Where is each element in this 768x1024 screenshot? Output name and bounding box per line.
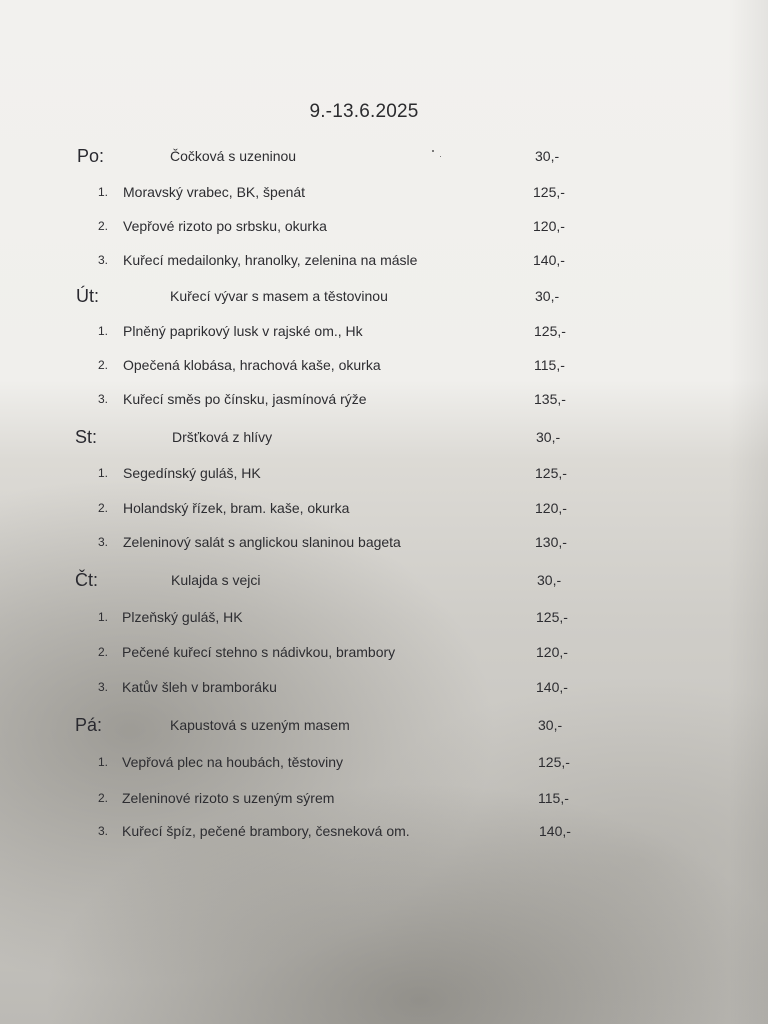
day-row-ut bbox=[0, 285, 768, 307]
meal-price: 140,- bbox=[539, 823, 571, 839]
soup-price: 30,- bbox=[535, 148, 560, 164]
meal-name: Pečené kuřecí stehno s nádivkou, brambory bbox=[122, 644, 396, 660]
meal-number: 3. bbox=[98, 392, 109, 406]
day-row-ct bbox=[0, 569, 768, 591]
soup-name: Kuřecí vývar s masem a těstovinou bbox=[170, 288, 388, 304]
meal-row bbox=[0, 787, 768, 809]
meal-price: 125,- bbox=[538, 754, 570, 770]
day-label: Čt: bbox=[75, 570, 99, 590]
meal-number: 2. bbox=[98, 219, 109, 233]
meal-price: 135,- bbox=[534, 391, 566, 407]
meal-row bbox=[0, 181, 768, 203]
meal-row bbox=[0, 606, 768, 628]
meal-name: Katův šleh v bramboráku bbox=[122, 679, 277, 695]
soup-price: 30,- bbox=[535, 288, 560, 304]
meal-number: 1. bbox=[98, 755, 109, 769]
meal-price: 125,- bbox=[536, 609, 568, 625]
meal-number: 1. bbox=[98, 610, 109, 624]
meal-price: 125,- bbox=[533, 184, 565, 200]
day-label: Út: bbox=[76, 286, 100, 306]
meal-row bbox=[0, 676, 768, 698]
meal-row bbox=[0, 388, 768, 410]
meal-number: 2. bbox=[98, 791, 109, 805]
meal-number: 1. bbox=[98, 466, 109, 480]
meal-name: Opečená klobása, hrachová kaše, okurka bbox=[123, 357, 381, 373]
meal-row bbox=[0, 751, 768, 773]
meal-price: 120,- bbox=[533, 218, 565, 234]
meal-number: 3. bbox=[98, 680, 109, 694]
meal-name: Plzeňský guláš, HK bbox=[122, 609, 243, 625]
meal-name: Kuřecí směs po čínsku, jasmínová rýže bbox=[123, 391, 367, 407]
meal-number: 2. bbox=[98, 501, 109, 515]
meal-number: 2. bbox=[98, 645, 109, 659]
meal-price: 115,- bbox=[538, 790, 569, 806]
day-label: St: bbox=[75, 427, 98, 447]
meal-row bbox=[0, 820, 768, 842]
meal-price: 130,- bbox=[535, 534, 567, 550]
meal-name: Vepřové rizoto po srbsku, okurka bbox=[123, 218, 327, 234]
day-label: Po: bbox=[77, 146, 105, 166]
soup-name: Dršťková z hlívy bbox=[172, 429, 273, 445]
meal-name: Kuřecí medailonky, hranolky, zelenina na másle bbox=[123, 252, 418, 268]
meal-number: 2. bbox=[98, 358, 109, 372]
soup-name: Kapustová s uzeným masem bbox=[170, 717, 350, 733]
meal-name: Segedínský guláš, HK bbox=[123, 465, 261, 481]
meal-price: 120,- bbox=[535, 500, 567, 516]
meal-name: Holandský řízek, bram. kaše, okurka bbox=[123, 500, 350, 516]
soup-price: 30,- bbox=[536, 429, 561, 445]
meal-row bbox=[0, 215, 768, 237]
menu-date-title: 9.-13.6.2025 bbox=[309, 101, 419, 122]
day-row-st bbox=[0, 426, 768, 448]
day-label: Pá: bbox=[75, 715, 103, 735]
meal-name: Kuřecí špíz, pečené brambory, česneková om. bbox=[122, 823, 410, 839]
meal-row bbox=[0, 462, 768, 484]
meal-price: 125,- bbox=[535, 465, 567, 481]
meal-number: 3. bbox=[98, 253, 109, 267]
meal-number: 3. bbox=[98, 535, 109, 549]
meal-price: 125,- bbox=[534, 323, 566, 339]
soup-price: 30,- bbox=[537, 572, 562, 588]
meal-row bbox=[0, 354, 768, 376]
day-row-po bbox=[0, 145, 768, 167]
meal-row bbox=[0, 641, 768, 663]
day-row-pa bbox=[0, 714, 768, 736]
meal-number: 3. bbox=[98, 824, 109, 838]
meal-row bbox=[0, 497, 768, 519]
meal-row bbox=[0, 249, 768, 271]
meal-name: Vepřová plec na houbách, těstoviny bbox=[122, 754, 344, 770]
soup-name: Čočková s uzeninou bbox=[170, 148, 297, 164]
meal-price: 140,- bbox=[533, 252, 565, 268]
meal-name: Zeleninové rizoto s uzeným sýrem bbox=[122, 790, 335, 806]
meal-price: 120,- bbox=[536, 644, 568, 660]
meal-row bbox=[0, 531, 768, 553]
meal-number: 1. bbox=[98, 185, 109, 199]
meal-name: Plněný paprikový lusk v rajské om., Hk bbox=[123, 323, 363, 339]
meal-price: 115,- bbox=[534, 357, 565, 373]
meal-number: 1. bbox=[98, 324, 109, 338]
soup-name: Kulajda s vejci bbox=[171, 572, 261, 588]
meal-name: Moravský vrabec, BK, špenát bbox=[123, 184, 306, 200]
meal-row bbox=[0, 320, 768, 342]
meal-name: Zeleninový salát s anglickou slaninou bageta bbox=[123, 534, 401, 550]
meal-price: 140,- bbox=[536, 679, 568, 695]
soup-price: 30,- bbox=[538, 717, 563, 733]
